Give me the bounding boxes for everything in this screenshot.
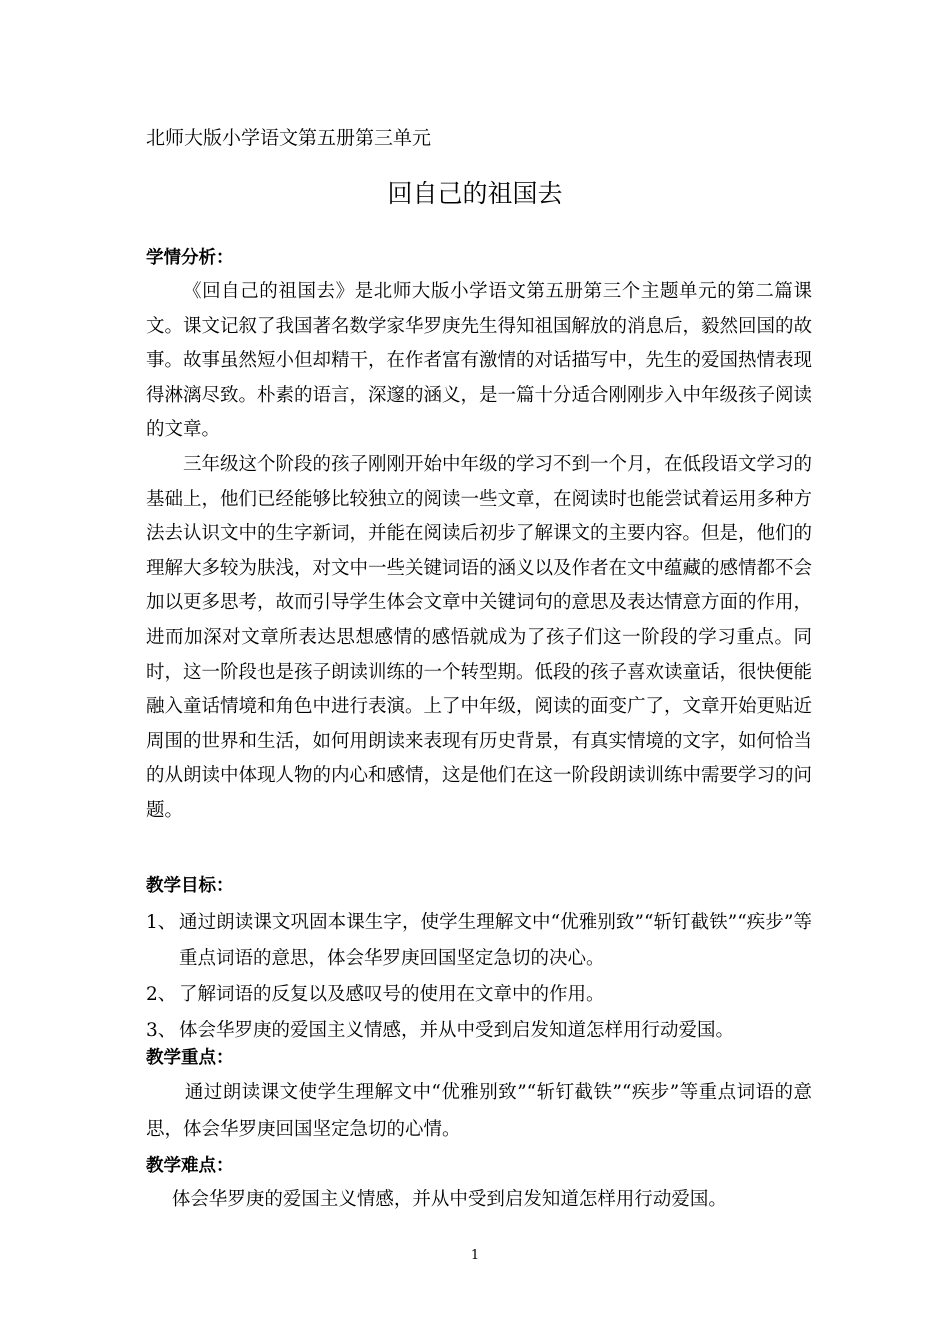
analysis-paragraph-2: 三年级这个阶段的孩子刚刚开始中年级的学习不到一个月，在低段语文学习的基础上，他们已经能够比较独立的阅读一些文章，在阅读时也能尝试着运用多种方法去认识文中的生字新词，并能在阅读后初步了解课文的主要内容。但是，他们的理解大多较为肤浅，对文中一些关键词语的涵义以及作者在文中蕴藏的感情都不会加以更多思考，故而引导学生体会文章中关键词句的意思及表达情意方面的作用，进而加深对文章所表达思想感情的感悟就成为了孩子们这一阶段的学习重点。同时，这一阶段也是孩子朗读训练的一个转型期。低段的孩子喜欢读童话，很快便能融入童话情境和角色中进行表演。上了中年级，阅读的面变广了，文章开始更贴近周围的世界和生活，如何用朗读来表现有历史背景，有真实情境的文字，如何恰当的从朗读中体现人物的内心和感情，这是他们在这一阶段朗读训练中需要学习的问题。 (146, 453, 813, 821)
document-title: 回自己的祖国去 (387, 179, 563, 208)
goals-list (146, 905, 812, 1049)
list-item-number: 2、 (146, 984, 177, 1005)
list-item-number: 3、 (146, 1020, 177, 1041)
section-key-points (146, 1044, 812, 1148)
section-heading-analysis: 学情分析： (146, 248, 234, 268)
list-item (146, 905, 812, 977)
list-item-text: 了解词语的反复以及感叹号的使用在文章中的作用。 (179, 984, 605, 1005)
section-heading-difficulties: 教学难点： (146, 1156, 234, 1176)
section-analysis (146, 244, 812, 829)
document-subtitle: 北师大版小学语文第五册第三单元 (146, 127, 432, 149)
list-item-text: 通过朗读课文巩固本课生字，使学生理解文中“优雅别致”“斩钉截铁”“疾步”等重点词语的意思，体会华罗庚回国坚定急切的决心。 (179, 912, 812, 969)
list-item-number: 1、 (146, 912, 177, 933)
section-heading-key-points: 教学重点： (146, 1048, 234, 1068)
difficulties-text: 体会华罗庚的爱国主义情感，并从中受到启发知道怎样用行动爱国。 (171, 1189, 727, 1210)
section-heading-goals: 教学目标： (146, 876, 234, 896)
section-difficulties (146, 1152, 812, 1218)
section-goals (146, 872, 812, 1049)
key-points-text: 通过朗读课文使学生理解文中“优雅别致”“斩钉截铁”“疾步”等重点词语的意思，体会华罗庚回国坚定急切的心情。 (146, 1082, 812, 1140)
list-item (146, 977, 812, 1013)
page-number: 1 (470, 1248, 480, 1263)
analysis-paragraph-1: 《回自己的祖国去》是北师大版小学语文第五册第三个主题单元的第二篇课文。课文记叙了我国著名数学家华罗庚先生得知祖国解放的消息后，毅然回国的故事。故事虽然短小但却精干，在作者富有激情的对话描写中，先生的爱国热情表现得淋漓尽致。朴素的语言，深邃的涵义，是一篇十分适合刚刚步入中年级孩子阅读的文章。 (146, 281, 813, 441)
list-item-text: 体会华罗庚的爱国主义情感，并从中受到启发知道怎样用行动爱国。 (179, 1020, 735, 1041)
